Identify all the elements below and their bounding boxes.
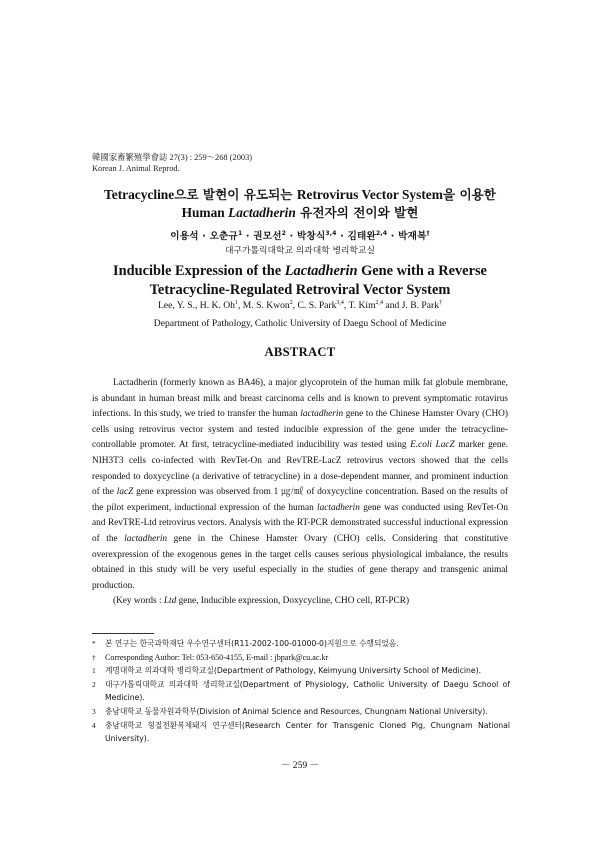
abstract-body <box>92 376 508 610</box>
footnote-divider <box>92 633 154 634</box>
english-affiliation: Department of Pathology, Catholic University of Daegu School of Medicine <box>153 318 447 329</box>
abstract-heading: ABSTRACT <box>264 345 336 359</box>
journal-english-name: Korean J. Animal Reprod. <box>92 164 180 173</box>
english-authors: Lee, Y. S., H. K. Oh$^1$, M. S. Kwon$^2$, C. S. Park$^{3,4}$, T. Kim$^{2,4}$ and J. B. Park† <box>157 299 443 311</box>
korean-title-line2: Human Lactadherin 유전자의 전이와 발현 <box>181 205 419 220</box>
korean-title-line1: Tetracycline으로 발현이 유도되는 Retrovirus Vector System을 이용한 <box>104 187 496 202</box>
footnote-affiliation-2: 2 대구가톨릭대학교 의과대학 생리학교실(Department of Physiology, Catholic University of Daegu School of Medicine). <box>92 679 510 703</box>
footnote-affiliation-4: 4 충남대학교 형질전환복제돼지 연구센터(Research Center for Transgenic Cloned Pig, Chungnam National University). <box>92 720 510 744</box>
footnote-affiliation-3: 3 충남대학교 동물자원과학부(Division of Animal Science and Resources, Chungnam National University). <box>92 706 488 716</box>
footnote-affiliation-1: 1 계명대학교 의과대학 병리학교실(Department of Pathology, Keimyung Universirty School of Medicine). <box>92 666 482 676</box>
journal-citation: 韓國家畜繁殖學會誌 27(3) : 259～268 (2003) <box>92 153 253 162</box>
footnotes <box>92 637 510 746</box>
abstract-paragraph: Lactadherin (formerly known as BA46), a major glycoprotein of the human milk fat globule membrane, is abundant in human breast milk and breast carcinoma cells and is known to prevent symptomatic rotavirus infections. In this study, we tried to transfer the human lactadherin gene to the Chinese Hamster Ovary (CHO) cells using retrovirus vector system and tested inducible expression of the gene under the tetracycline-controllable promoter. At first, tetracycline-mediated inducibility was tested using E.coli LacZ marker gene. NIH3T3 cells co-infected with RevTet-On and RevTRE-LacZ retrovirus vectors showed that the cells responded to doxycycline (a derivative of tetracycline) in a dose-dependent manner, and prominent induction of the lacZ gene expression was observed from 1 ㎍/㎖ of doxycycline concentration. Based on the results of the pilot experiment, inductional expression of the human lactadherin gene was conducted using RevTet-On and RevTRE-Ltd retrovirus vectors. Analysis with the RT-PCR demonstrated successful inductional expression of the lactadherin gene in the Chinese Hamster Ovary (CHO) cells. Considering that constitutive overexpression of the exogenous genes in the target cells causes serious physiological imbalance, the results obtained in this study will be very useful especially in the studies of gene therapy and transgenic animal production. <box>92 378 508 591</box>
keywords: (Key words : Ltd gene, Inducible expression, Doxycycline, CHO cell, RT-PCR) <box>113 596 410 607</box>
english-title <box>0 262 600 300</box>
english-title-line1: Inducible Expression of the Lactadherin Gene with a Reverse <box>113 263 487 279</box>
korean-authors: 이용석 · 오춘규$^1$ · 권모선$^2$ · 박창식$^{3,4}$ · 김태완$^{2,4}$ · 박재복† <box>170 229 430 242</box>
footnote-corresponding-author: † Corresponding Author: Tel: 053-650-4155, E-mail : jbpark@cu.ac.kr <box>92 652 329 662</box>
korean-affiliation: 대구가톨릭대학교 의과대학 병리학교실 <box>224 246 376 256</box>
page-number: － 259 － <box>280 760 320 771</box>
english-title-line2: Tetracycline-Regulated Retroviral Vector System <box>149 282 451 298</box>
journal-info <box>92 152 252 174</box>
korean-title <box>0 186 600 222</box>
footnote-funding: * 본 연구는 한국과학재단 우수연구센터(R11-2002-100-01000-0)지원으로 수행되었음. <box>92 639 399 648</box>
